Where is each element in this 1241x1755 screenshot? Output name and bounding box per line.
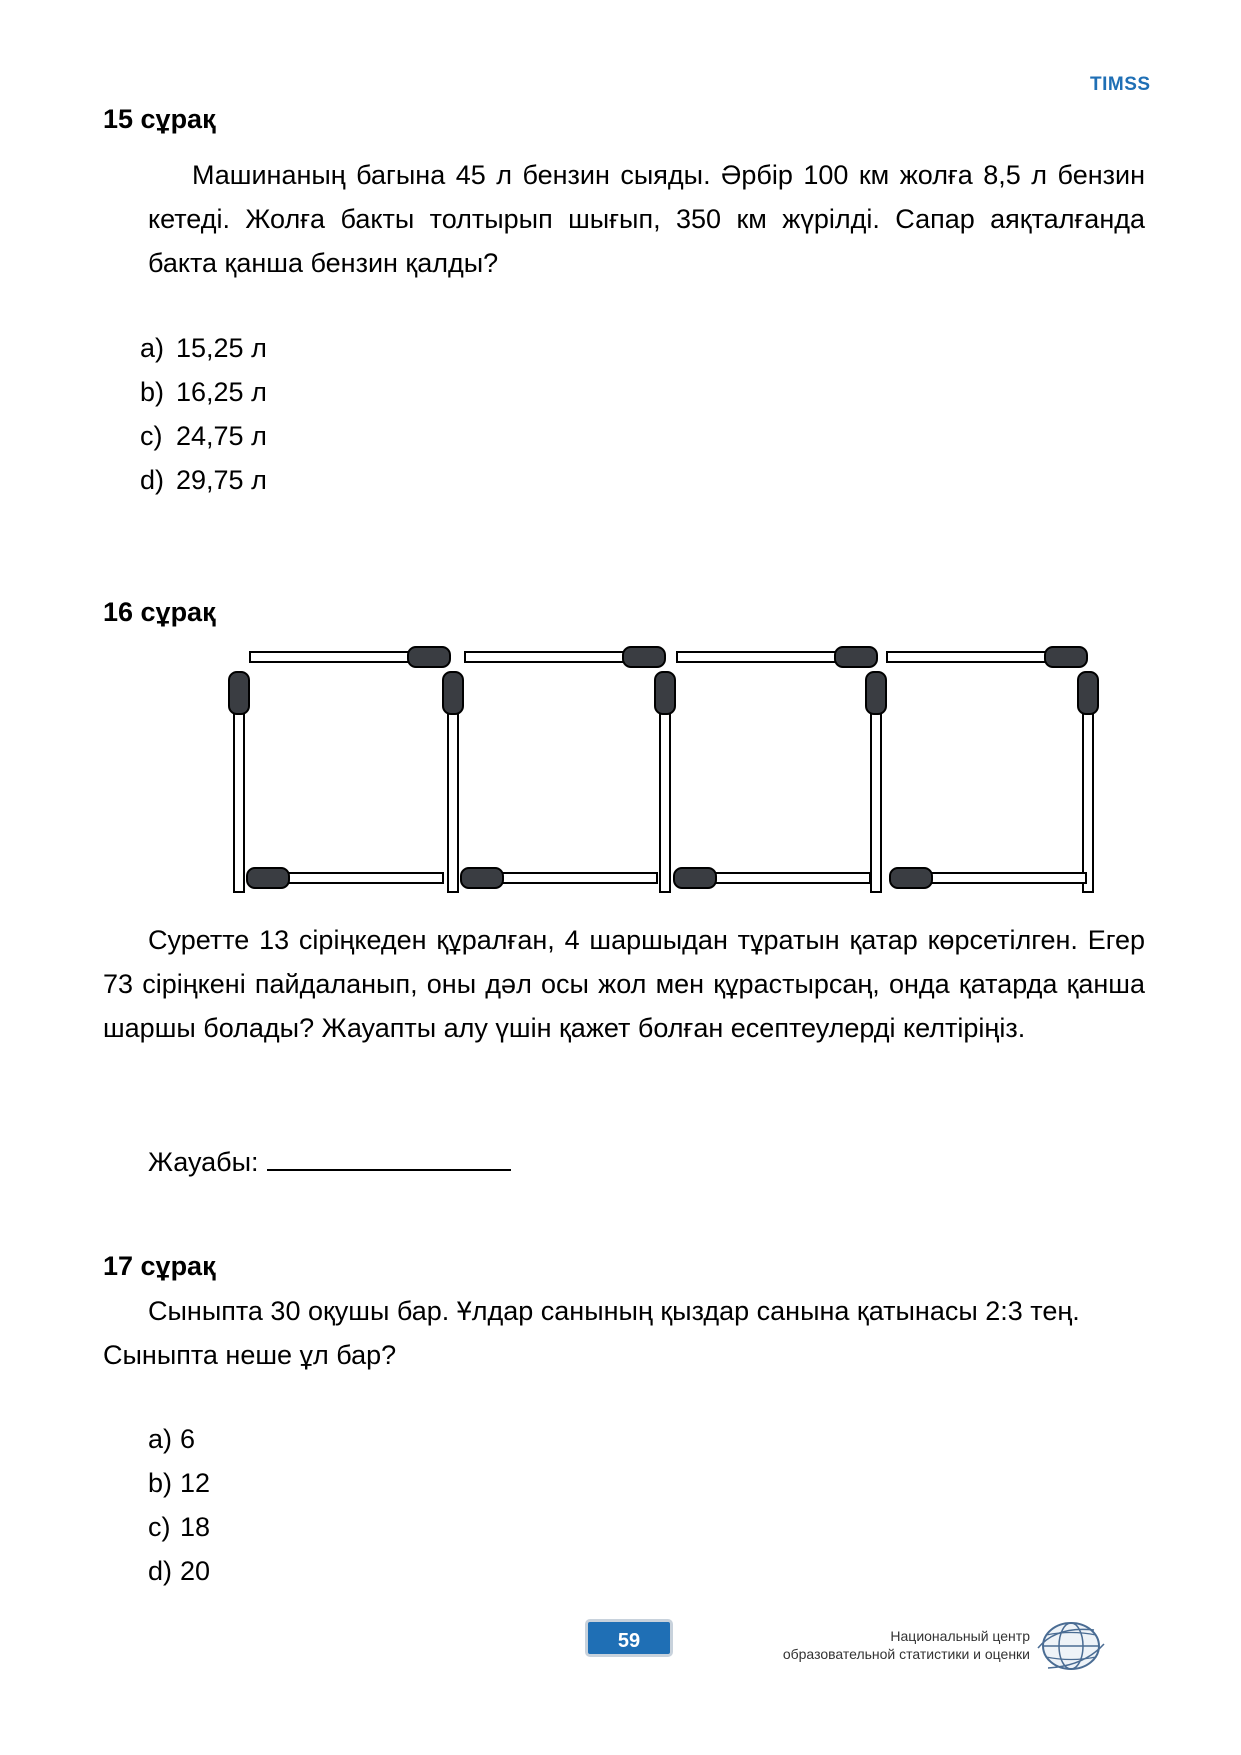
matchstick-top-2 bbox=[465, 647, 665, 667]
question-16-title: 16 сұрақ bbox=[103, 597, 216, 627]
question-15-title: 15 сұрақ bbox=[103, 104, 216, 134]
question-15-text: Машинаның багына 45 л бензин сыяды. Әрбір 100 км жолға 8,5 л бензин кетеді. Жолға бакты толтырып шығып, 350 км жүрілді. Сапар аяқталғанда бакта қанша бензин қалды? bbox=[148, 160, 1145, 278]
answer-blank[interactable] bbox=[267, 1143, 511, 1171]
matchstick-top-1 bbox=[250, 647, 450, 667]
option-value: 16,25 л bbox=[176, 377, 267, 407]
matchstick-top-3 bbox=[677, 647, 877, 667]
answer-label: Жауабы: bbox=[148, 1147, 259, 1177]
option-value: 18 bbox=[180, 1512, 211, 1542]
footer-organization bbox=[760, 1627, 1030, 1663]
matchstick-vertical-1 bbox=[229, 672, 249, 892]
matchstick-bottom-2 bbox=[461, 868, 657, 888]
question-17-option-a bbox=[148, 1424, 195, 1455]
option-value: 12 bbox=[180, 1468, 211, 1498]
option-value: 6 bbox=[180, 1424, 196, 1454]
footer-org-line-2: образовательной статистики и оценки bbox=[782, 1646, 1030, 1662]
question-15-option-c bbox=[140, 421, 267, 452]
matchstick-top-4 bbox=[887, 647, 1087, 667]
matchstick-vertical-4 bbox=[866, 672, 886, 892]
option-letter: a) bbox=[140, 333, 165, 363]
question-15-option-a bbox=[140, 333, 267, 364]
question-16-answer bbox=[148, 1143, 511, 1178]
question-17-option-d bbox=[148, 1556, 210, 1587]
matchstick-bottom-1 bbox=[247, 868, 443, 888]
footer-org-line-1: Национальный центр bbox=[890, 1628, 1030, 1644]
matchstick-vertical-3 bbox=[655, 672, 675, 892]
option-value: 29,75 л bbox=[176, 465, 267, 495]
header-tag: TIMSS bbox=[1090, 74, 1151, 95]
option-letter: c) bbox=[140, 421, 163, 451]
option-value: 20 bbox=[180, 1556, 211, 1586]
question-17-option-c bbox=[148, 1512, 210, 1543]
option-value: 15,25 л bbox=[176, 333, 267, 363]
question-17-text: Сыныпта 30 оқушы бар. Ұлдар санының қыздар санына қатынасы 2:3 тең. Сыныпта неше ұл бар? bbox=[103, 1296, 1080, 1370]
option-letter: b) bbox=[148, 1468, 173, 1498]
page-number: 59 bbox=[585, 1619, 673, 1657]
question-15-option-b bbox=[140, 377, 267, 408]
option-letter: c) bbox=[148, 1512, 171, 1542]
question-17-title: 17 сұрақ bbox=[103, 1251, 216, 1281]
globe-logo-icon bbox=[1036, 1618, 1106, 1674]
matchstick-figure bbox=[225, 642, 1125, 904]
question-15-option-d bbox=[140, 465, 267, 496]
question-16-text: Суретте 13 сіріңкеден құралған, 4 шаршыдан тұратын қатар көрсетілген. Егер 73 сіріңкені пайдаланып, оны дәл осы жол мен құрастырсаң, онда қатарда қанша шаршы болады? Жауапты алу үшін қажет болған есептеулерді келтіріңіз. bbox=[103, 925, 1145, 1043]
matchstick-bottom-3 bbox=[674, 868, 870, 888]
question-17-option-b bbox=[148, 1468, 210, 1499]
option-letter: b) bbox=[140, 377, 165, 407]
option-letter: d) bbox=[148, 1556, 173, 1586]
option-letter: d) bbox=[140, 465, 165, 495]
matchstick-vertical-5 bbox=[1078, 672, 1098, 892]
option-letter: a) bbox=[148, 1424, 173, 1454]
matchstick-vertical-2 bbox=[443, 672, 463, 892]
option-value: 24,75 л bbox=[176, 421, 267, 451]
matchstick-bottom-4 bbox=[890, 868, 1086, 888]
